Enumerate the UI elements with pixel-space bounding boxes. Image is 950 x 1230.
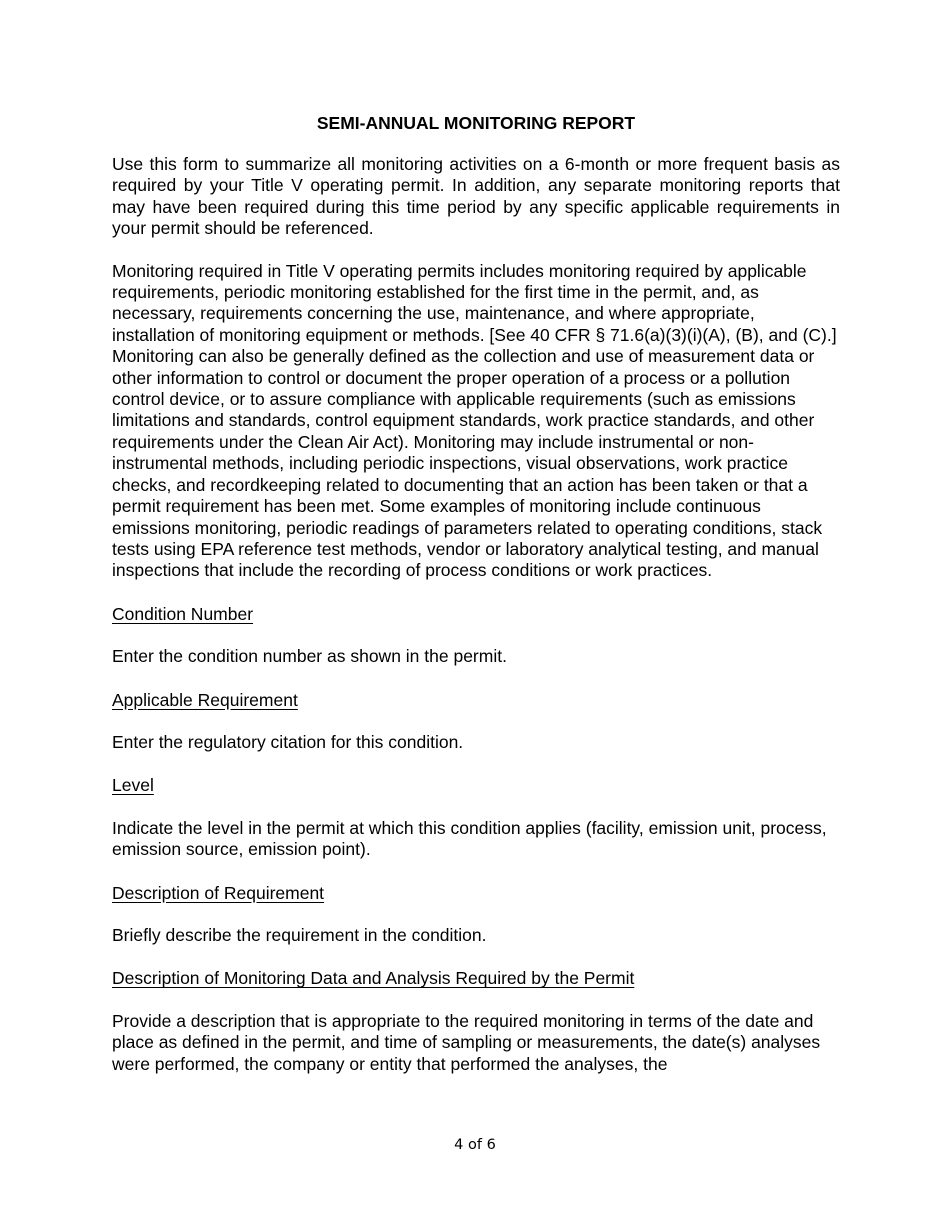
section-heading-description-of-requirement: Description of Requirement	[112, 882, 325, 903]
section-heading-applicable-requirement: Applicable Requirement	[112, 689, 298, 710]
page-number: 4 of 6	[454, 1137, 496, 1153]
monitoring-definition-paragraph: Monitoring required in Title V operating permits includes monitoring required by applicable requirements, periodic monitoring established for the first time in the permit, and, as necessary, requirements concerning the use, maintenance, and where appropriate, installation of monitoring equipment or methods. [See 40 CFR § 71.6(a)(3)(i)(A), (B), and (C).] Monitoring can also be generally defined as the collection and use of measurement data or other information to control or document the proper operation of a process or a pollution control device, or to assure compliance with applicable requirements (such as emissions limitations and standards, control equipment standards, work practice standards, and other requirements under the Clean Air Act). Monitoring may include instrumental or non-instrumental methods, including periodic inspections, visual observations, work practice checks, and recordkeeping related to documenting that an action has been taken or that a permit requirement has been met. Some examples of monitoring include continuous emissions monitoring, periodic readings of parameters related to operating conditions, stack tests using EPA reference test methods, vendor or laboratory analytical testing, and manual inspections that include the recording of process conditions or work practices.	[112, 260, 837, 581]
section-heading-monitoring-data: Description of Monitoring Data and Analysis Required by the Permit	[112, 968, 635, 989]
section-text-level: Indicate the level in the permit at which this condition applies (facility, emission unit, process, emission source, emission point).	[112, 817, 827, 860]
intro-paragraph: Use this form to summarize all monitoring activities on a 6-month or more frequent basis as required by your Title V operating permit. In addition, any separate monitoring reports that may have been required during this time period by any specific applicable requirements in your permit should be referenced.	[112, 154, 840, 239]
section-heading-condition-number: Condition Number	[112, 603, 254, 624]
section-text-description-of-requirement: Briefly describe the requirement in the condition.	[112, 924, 487, 945]
section-text-condition-number: Enter the condition number as shown in the permit.	[112, 646, 507, 667]
section-text-applicable-requirement: Enter the regulatory citation for this condition.	[112, 731, 464, 752]
page-content	[112, 112, 840, 1097]
document-title: SEMI-ANNUAL MONITORING REPORT	[316, 113, 636, 133]
section-heading-level: Level	[112, 775, 154, 796]
section-text-monitoring-data: Provide a description that is appropriate to the required monitoring in terms of the date and place as defined in the permit, and time of sampling or measurements, the date(s) analyses were performed, the company or entity that performed the analyses, the	[112, 1010, 821, 1074]
